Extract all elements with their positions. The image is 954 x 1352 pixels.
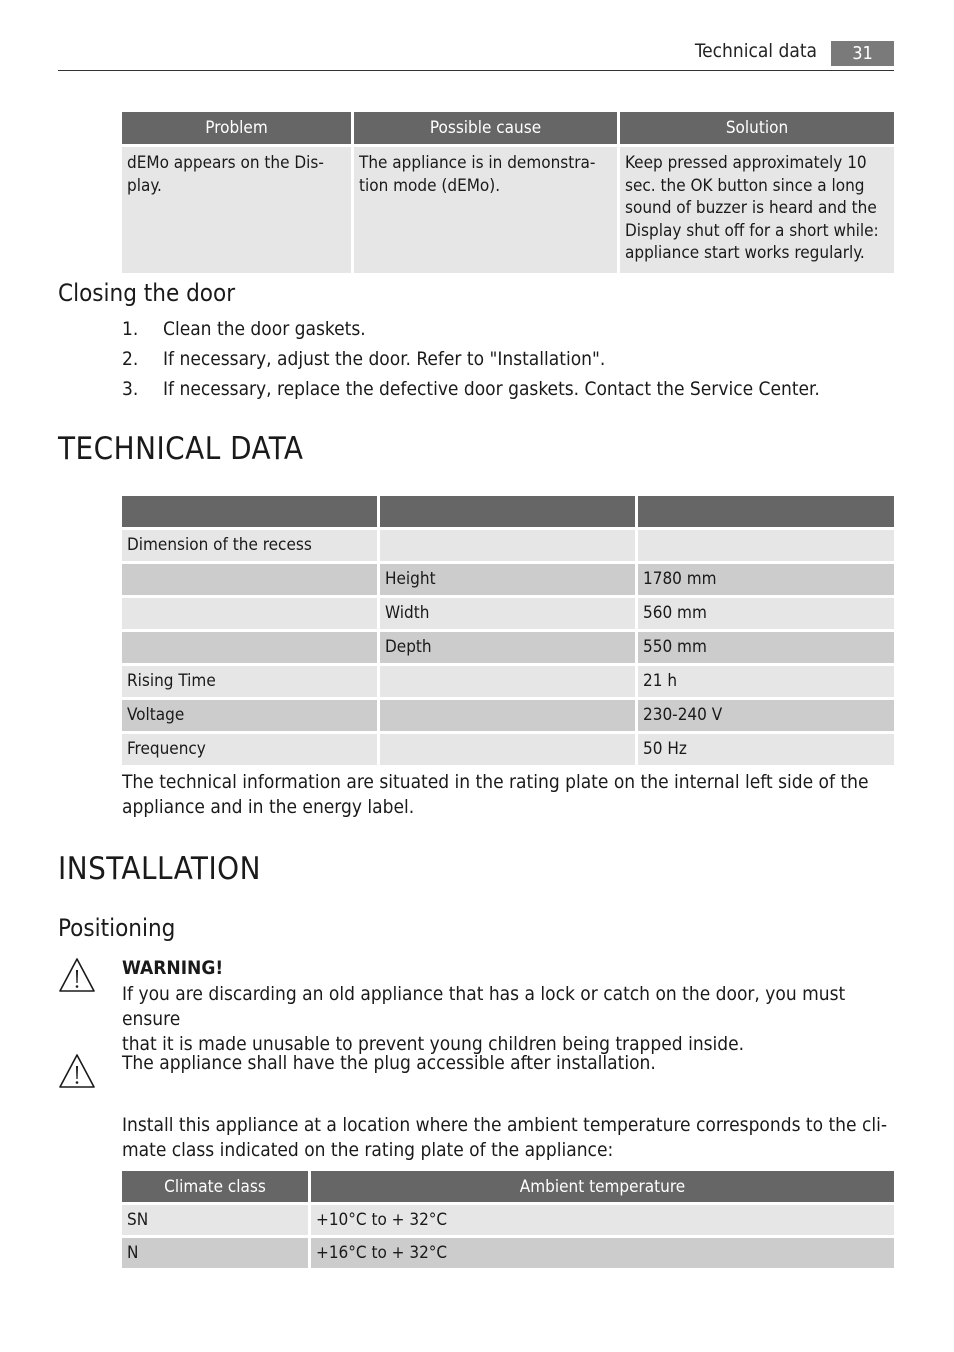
table-cell: 21 h xyxy=(638,666,894,697)
table-row xyxy=(122,1205,894,1235)
table-cell xyxy=(122,598,377,629)
table-cell: Frequency xyxy=(122,734,377,765)
table-cell: SN xyxy=(122,1205,308,1235)
table-row xyxy=(122,1238,894,1268)
table-row xyxy=(122,700,894,731)
table-header-cell xyxy=(638,496,894,527)
technical-data-table xyxy=(119,493,897,768)
step-number: 3. xyxy=(122,378,139,400)
caution-triangle-icon xyxy=(58,1053,96,1089)
table-cell: 230-240 V xyxy=(638,700,894,731)
table-cell: Height xyxy=(380,564,635,595)
table-header-cell xyxy=(380,496,635,527)
table-row xyxy=(122,530,894,561)
warning-triangle-icon xyxy=(58,957,96,993)
table-cell: 1780 mm xyxy=(638,564,894,595)
installation-heading: INSTALLATION xyxy=(58,851,261,887)
table-row xyxy=(122,734,894,765)
table-cell: Dimension of the recess xyxy=(122,530,377,561)
table-cell xyxy=(380,734,635,765)
table-row xyxy=(122,564,894,595)
page-number: 31 xyxy=(831,41,894,66)
table-cell: Width xyxy=(380,598,635,629)
table-cell: 560 mm xyxy=(638,598,894,629)
table-row xyxy=(122,632,894,663)
step-number: 1. xyxy=(122,318,139,340)
table-header-cell xyxy=(122,496,377,527)
solution-text: Keep pressed approximately 10 sec. the OK button since a long sound of buzzer is heard and the Display shut off for a short while: appliance start works regularly. xyxy=(625,153,879,263)
problem-text: dEMo appears on the Dis- play. xyxy=(127,153,324,196)
step-text: If necessary, replace the defective door gaskets. Contact the Service Center. xyxy=(163,378,820,400)
table-cell xyxy=(122,632,377,663)
header-problem: Problem xyxy=(122,112,351,144)
table-cell: Rising Time xyxy=(122,666,377,697)
technical-data-note: The technical information are situated in the rating plate on the internal left side of the appliance and in the energy label. xyxy=(122,771,869,818)
table-cell: 550 mm xyxy=(638,632,894,663)
technical-data-heading: TECHNICAL DATA xyxy=(58,431,304,467)
table-cell xyxy=(380,530,635,561)
table-cell: Voltage xyxy=(122,700,377,731)
table-row xyxy=(122,147,894,273)
cause-cell xyxy=(354,147,617,273)
header-possible-cause: Possible cause xyxy=(354,112,617,144)
header-solution: Solution xyxy=(620,112,894,144)
install-text: Install this appliance at a location where the ambient temperature corresponds to the cli- mate class indicated on the rating plate of the appliance: xyxy=(122,1114,888,1161)
positioning-heading: Positioning xyxy=(58,914,176,942)
table-cell: 50 Hz xyxy=(638,734,894,765)
closing-door-heading: Closing the door xyxy=(58,279,236,307)
table-cell: N xyxy=(122,1238,308,1268)
solution-cell xyxy=(620,147,894,273)
table-cell xyxy=(122,564,377,595)
table-cell: +10°C to + 32°C xyxy=(311,1205,894,1235)
troubleshooting-table xyxy=(119,109,897,276)
header-ambient-temperature: Ambient temperature xyxy=(311,1171,894,1202)
caution-text: The appliance shall have the plug accessible after installation. xyxy=(122,1052,656,1074)
table-cell: +16°C to + 32°C xyxy=(311,1238,894,1268)
warning-label: WARNING! xyxy=(122,957,224,979)
warning-text: If you are discarding an old appliance that has a lock or catch on the door, you must ensure that it is made unusable to prevent young children being trapped inside. xyxy=(122,983,846,1055)
table-row xyxy=(122,598,894,629)
running-header-title: Technical data xyxy=(694,40,817,62)
table-cell: Depth xyxy=(380,632,635,663)
problem-cell xyxy=(122,147,351,273)
table-row xyxy=(122,666,894,697)
table-cell xyxy=(380,666,635,697)
header-rule xyxy=(58,70,894,71)
step-text: If necessary, adjust the door. Refer to "Installation". xyxy=(163,348,606,370)
step-number: 2. xyxy=(122,348,139,370)
table-cell xyxy=(638,530,894,561)
step-text: Clean the door gaskets. xyxy=(163,318,366,340)
table-cell xyxy=(380,700,635,731)
climate-class-table xyxy=(119,1168,897,1271)
cause-text: The appliance is in demonstra- tion mode (dEMo). xyxy=(359,153,596,196)
header-climate-class: Climate class xyxy=(122,1171,308,1202)
